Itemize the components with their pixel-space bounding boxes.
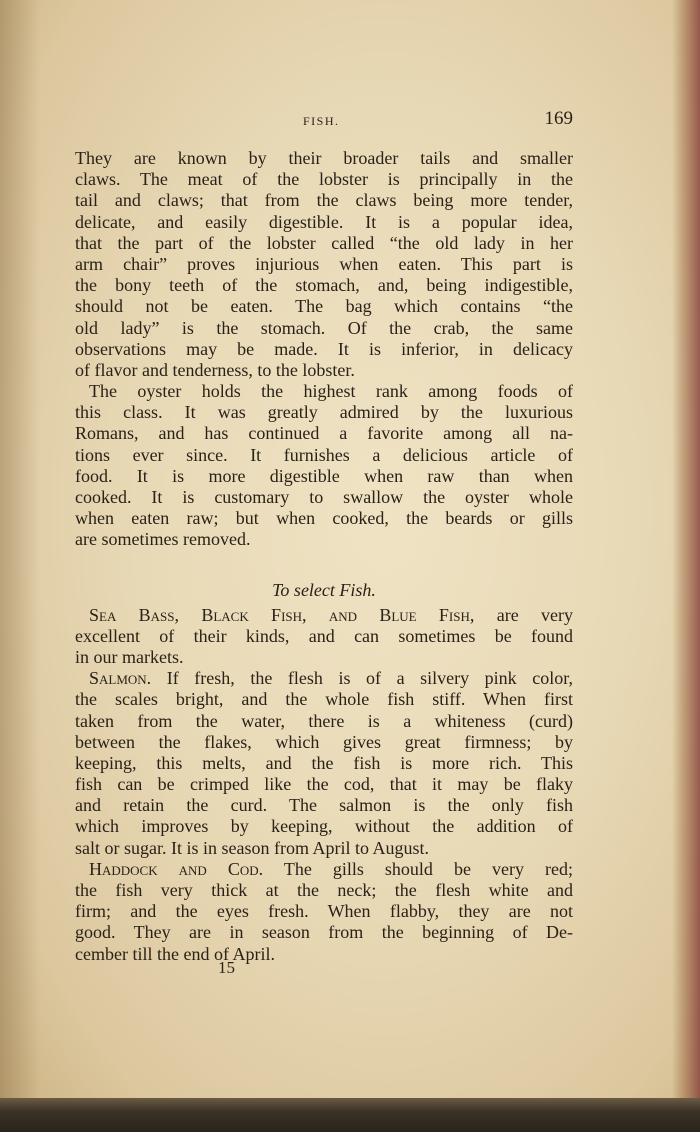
- text-line: are sometimes removed.: [75, 529, 251, 550]
- text-line: should not be eaten. The bag which contains “the: [75, 296, 573, 317]
- text-line: Sea Bass, Black Fish, and Blue Fish, are very: [89, 604, 573, 625]
- text-line: cember till the end of April.: [75, 943, 275, 964]
- lead-in-small-caps: Sea Bass, Black Fish, and Blue Fish,: [89, 604, 475, 625]
- lead-in-small-caps: Salmon.: [89, 668, 152, 689]
- paragraph-spacer: [75, 551, 573, 575]
- binding-bottom-edge: [0, 1098, 700, 1132]
- text-line: Romans, and has continued a favorite among all na-: [75, 423, 573, 444]
- text-line: observations may be made. It is inferior, in delicacy: [75, 338, 573, 359]
- lead-in-small-caps: Haddock and Cod.: [89, 858, 264, 879]
- text-line: in our markets.: [75, 646, 184, 667]
- text-line: Salmon. If fresh, the flesh is of a silvery pink color,: [89, 668, 573, 689]
- paragraph-lobster: [75, 148, 573, 381]
- page-shadow-left: [0, 0, 40, 1132]
- signature-mark: 15: [218, 958, 235, 977]
- running-head-title: FISH.: [303, 114, 340, 128]
- paragraph-salmon: [75, 668, 573, 859]
- text-line: the bony teeth of the stomach, and, being indigestible,: [75, 275, 573, 296]
- running-head: [75, 108, 575, 136]
- text-line: food. It is more digestible when raw than when: [75, 465, 573, 486]
- text-line: the fish very thick at the neck; the flesh white and: [75, 880, 573, 900]
- text-line: claws. The meat of the lobster is principally in the: [75, 169, 573, 190]
- text-line: and retain the curd. The salmon is the only fish: [75, 795, 573, 816]
- text-line: of flavor and tenderness, to the lobster.: [75, 359, 355, 380]
- text-line: arm chair” proves injurious when eaten. This part is: [75, 253, 573, 274]
- text-line: tail and claws; that from the claws being more tender,: [75, 190, 573, 211]
- text-line: Haddock and Cod. The gills should be very red;: [89, 858, 573, 879]
- text-line: keeping, this melts, and the fish is more rich. This: [75, 752, 573, 773]
- text-line: cooked. It is customary to swallow the oyster whole: [75, 487, 573, 507]
- text-line: delicate, and easily digestible. It is a popular idea,: [75, 211, 573, 232]
- text-line: the scales bright, and the whole fish stiff. When first: [75, 689, 573, 710]
- section-heading: To select Fish.: [272, 579, 376, 600]
- text-line: firm; and the eyes fresh. When flabby, they are not: [75, 901, 573, 922]
- paragraph-haddock-cod: [75, 859, 573, 965]
- page-number: 169: [544, 108, 573, 129]
- text-line: good. They are in season from the beginning of De-: [75, 922, 573, 943]
- body-text: [75, 148, 573, 965]
- page-edge-right: [672, 0, 700, 1132]
- paragraph-sea-bass: [75, 605, 573, 669]
- paragraph-oyster: [75, 381, 573, 551]
- text-line: excellent of their kinds, and can sometimes be found: [75, 625, 573, 646]
- text-line: old lady” is the stomach. Of the crab, the same: [75, 317, 573, 338]
- text-line: between the flakes, which gives great firmness; by: [75, 731, 573, 752]
- text-line: tions ever since. It furnishes a delicious article of: [75, 444, 573, 465]
- text-line: fish can be crimped like the cod, that it may be flaky: [75, 774, 573, 795]
- text-line: that the part of the lobster called “the old lady in her: [75, 232, 573, 253]
- text-line: this class. It was greatly admired by the luxurious: [75, 402, 573, 423]
- text-line: salt or sugar. It is in season from April to August.: [75, 837, 429, 858]
- text-line: They are known by their broader tails and smaller: [75, 148, 573, 168]
- text-line: taken from the water, there is a whiteness (curd): [75, 710, 573, 731]
- text-line: which improves by keeping, without the addition of: [75, 816, 573, 837]
- text-line: The oyster holds the highest rank among foods of: [89, 381, 573, 402]
- text-line: when eaten raw; but when cooked, the beards or gills: [75, 508, 573, 529]
